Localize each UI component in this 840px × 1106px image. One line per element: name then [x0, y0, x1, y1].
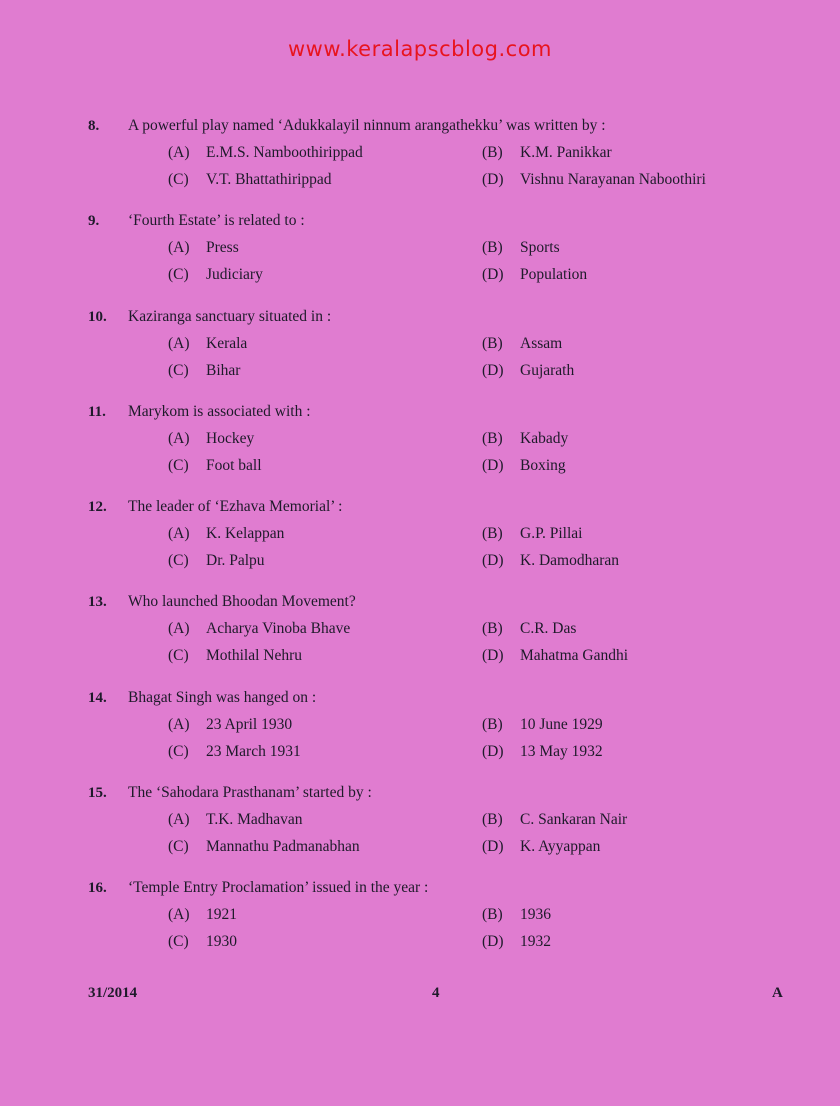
option-a: (A) 1921 — [168, 906, 237, 923]
option-c: (C) Judiciary — [168, 266, 263, 283]
question-number: 9. — [88, 213, 100, 229]
option-a: (A) Hockey — [168, 430, 255, 447]
question-number: 12. — [88, 499, 107, 515]
option-b: (B) C. Sankaran Nair — [482, 811, 628, 828]
option-c: (C) Foot ball — [168, 457, 262, 474]
question-10 — [88, 304, 788, 384]
question-11 — [88, 399, 788, 479]
option-a: (A) T.K. Madhavan — [168, 811, 303, 828]
option-d: (D) K. Damodharan — [482, 552, 619, 569]
paper-code: 31/2014 — [88, 985, 138, 1001]
option-c: (C) Mannathu Padmanabhan — [168, 838, 360, 855]
option-a: (A) E.M.S. Namboothirippad — [168, 144, 363, 161]
question-12 — [88, 494, 788, 574]
option-b: (B) G.P. Pillai — [482, 525, 583, 542]
option-d: (D) Vishnu Narayanan Naboothiri — [482, 171, 706, 188]
question-number: 16. — [88, 880, 107, 896]
option-c: (C) Mothilal Nehru — [168, 647, 302, 664]
question-text: ‘Fourth Estate’ is related to : — [128, 212, 305, 229]
option-b: (B) 10 June 1929 — [482, 716, 603, 733]
option-c: (C) Bihar — [168, 362, 241, 379]
option-b: (B) Assam — [482, 335, 563, 352]
option-d: (D) Population — [482, 266, 588, 283]
option-c: (C) 1930 — [168, 933, 237, 950]
question-number: 10. — [88, 309, 107, 325]
option-d: (D) K. Ayyappan — [482, 838, 601, 855]
question-number: 8. — [88, 118, 100, 134]
question-number: 11. — [88, 404, 106, 420]
option-b: (B) K.M. Panikkar — [482, 144, 612, 161]
question-text: ‘Temple Entry Proclamation’ issued in the year : — [128, 879, 429, 896]
option-b: (B) 1936 — [482, 906, 551, 923]
question-text: A powerful play named ‘Adukkalayil ninnum arangathekku’ was written by : — [128, 117, 606, 134]
option-b: (B) Kabady — [482, 430, 569, 447]
option-b: (B) C.R. Das — [482, 620, 577, 637]
option-d: (D) Boxing — [482, 457, 566, 474]
option-c: (C) V.T. Bhattathirippad — [168, 171, 332, 188]
option-d: (D) Gujarath — [482, 362, 575, 379]
option-a: (A) 23 April 1930 — [168, 716, 293, 733]
question-16 — [88, 875, 788, 955]
question-9 — [88, 208, 788, 288]
option-d: (D) Mahatma Gandhi — [482, 647, 629, 664]
question-number: 14. — [88, 690, 107, 706]
option-d: (D) 13 May 1932 — [482, 743, 603, 760]
question-text: Kaziranga sanctuary situated in : — [128, 308, 332, 325]
page-number: 4 — [432, 985, 440, 1001]
option-b: (B) Sports — [482, 239, 560, 256]
question-8 — [88, 113, 788, 193]
option-a: (A) Acharya Vinoba Bhave — [168, 620, 351, 637]
option-a: (A) Kerala — [168, 335, 248, 352]
question-text: The ‘Sahodara Prasthanam’ started by : — [128, 784, 372, 801]
option-a: (A) Press — [168, 239, 239, 256]
watermark-url: www.keralapscblog.com — [288, 37, 552, 61]
question-15 — [88, 780, 788, 860]
question-set-letter: A — [772, 985, 783, 1001]
question-13 — [88, 589, 788, 669]
option-c: (C) Dr. Palpu — [168, 552, 265, 569]
question-number: 13. — [88, 594, 107, 610]
question-number: 15. — [88, 785, 107, 801]
question-14 — [88, 685, 788, 765]
option-d: (D) 1932 — [482, 933, 551, 950]
question-text: Marykom is associated with : — [128, 403, 311, 420]
option-c: (C) 23 March 1931 — [168, 743, 301, 760]
question-text: The leader of ‘Ezhava Memorial’ : — [128, 498, 343, 515]
option-a: (A) K. Kelappan — [168, 525, 285, 542]
question-text: Who launched Bhoodan Movement? — [128, 593, 356, 610]
question-text: Bhagat Singh was hanged on : — [128, 689, 317, 706]
